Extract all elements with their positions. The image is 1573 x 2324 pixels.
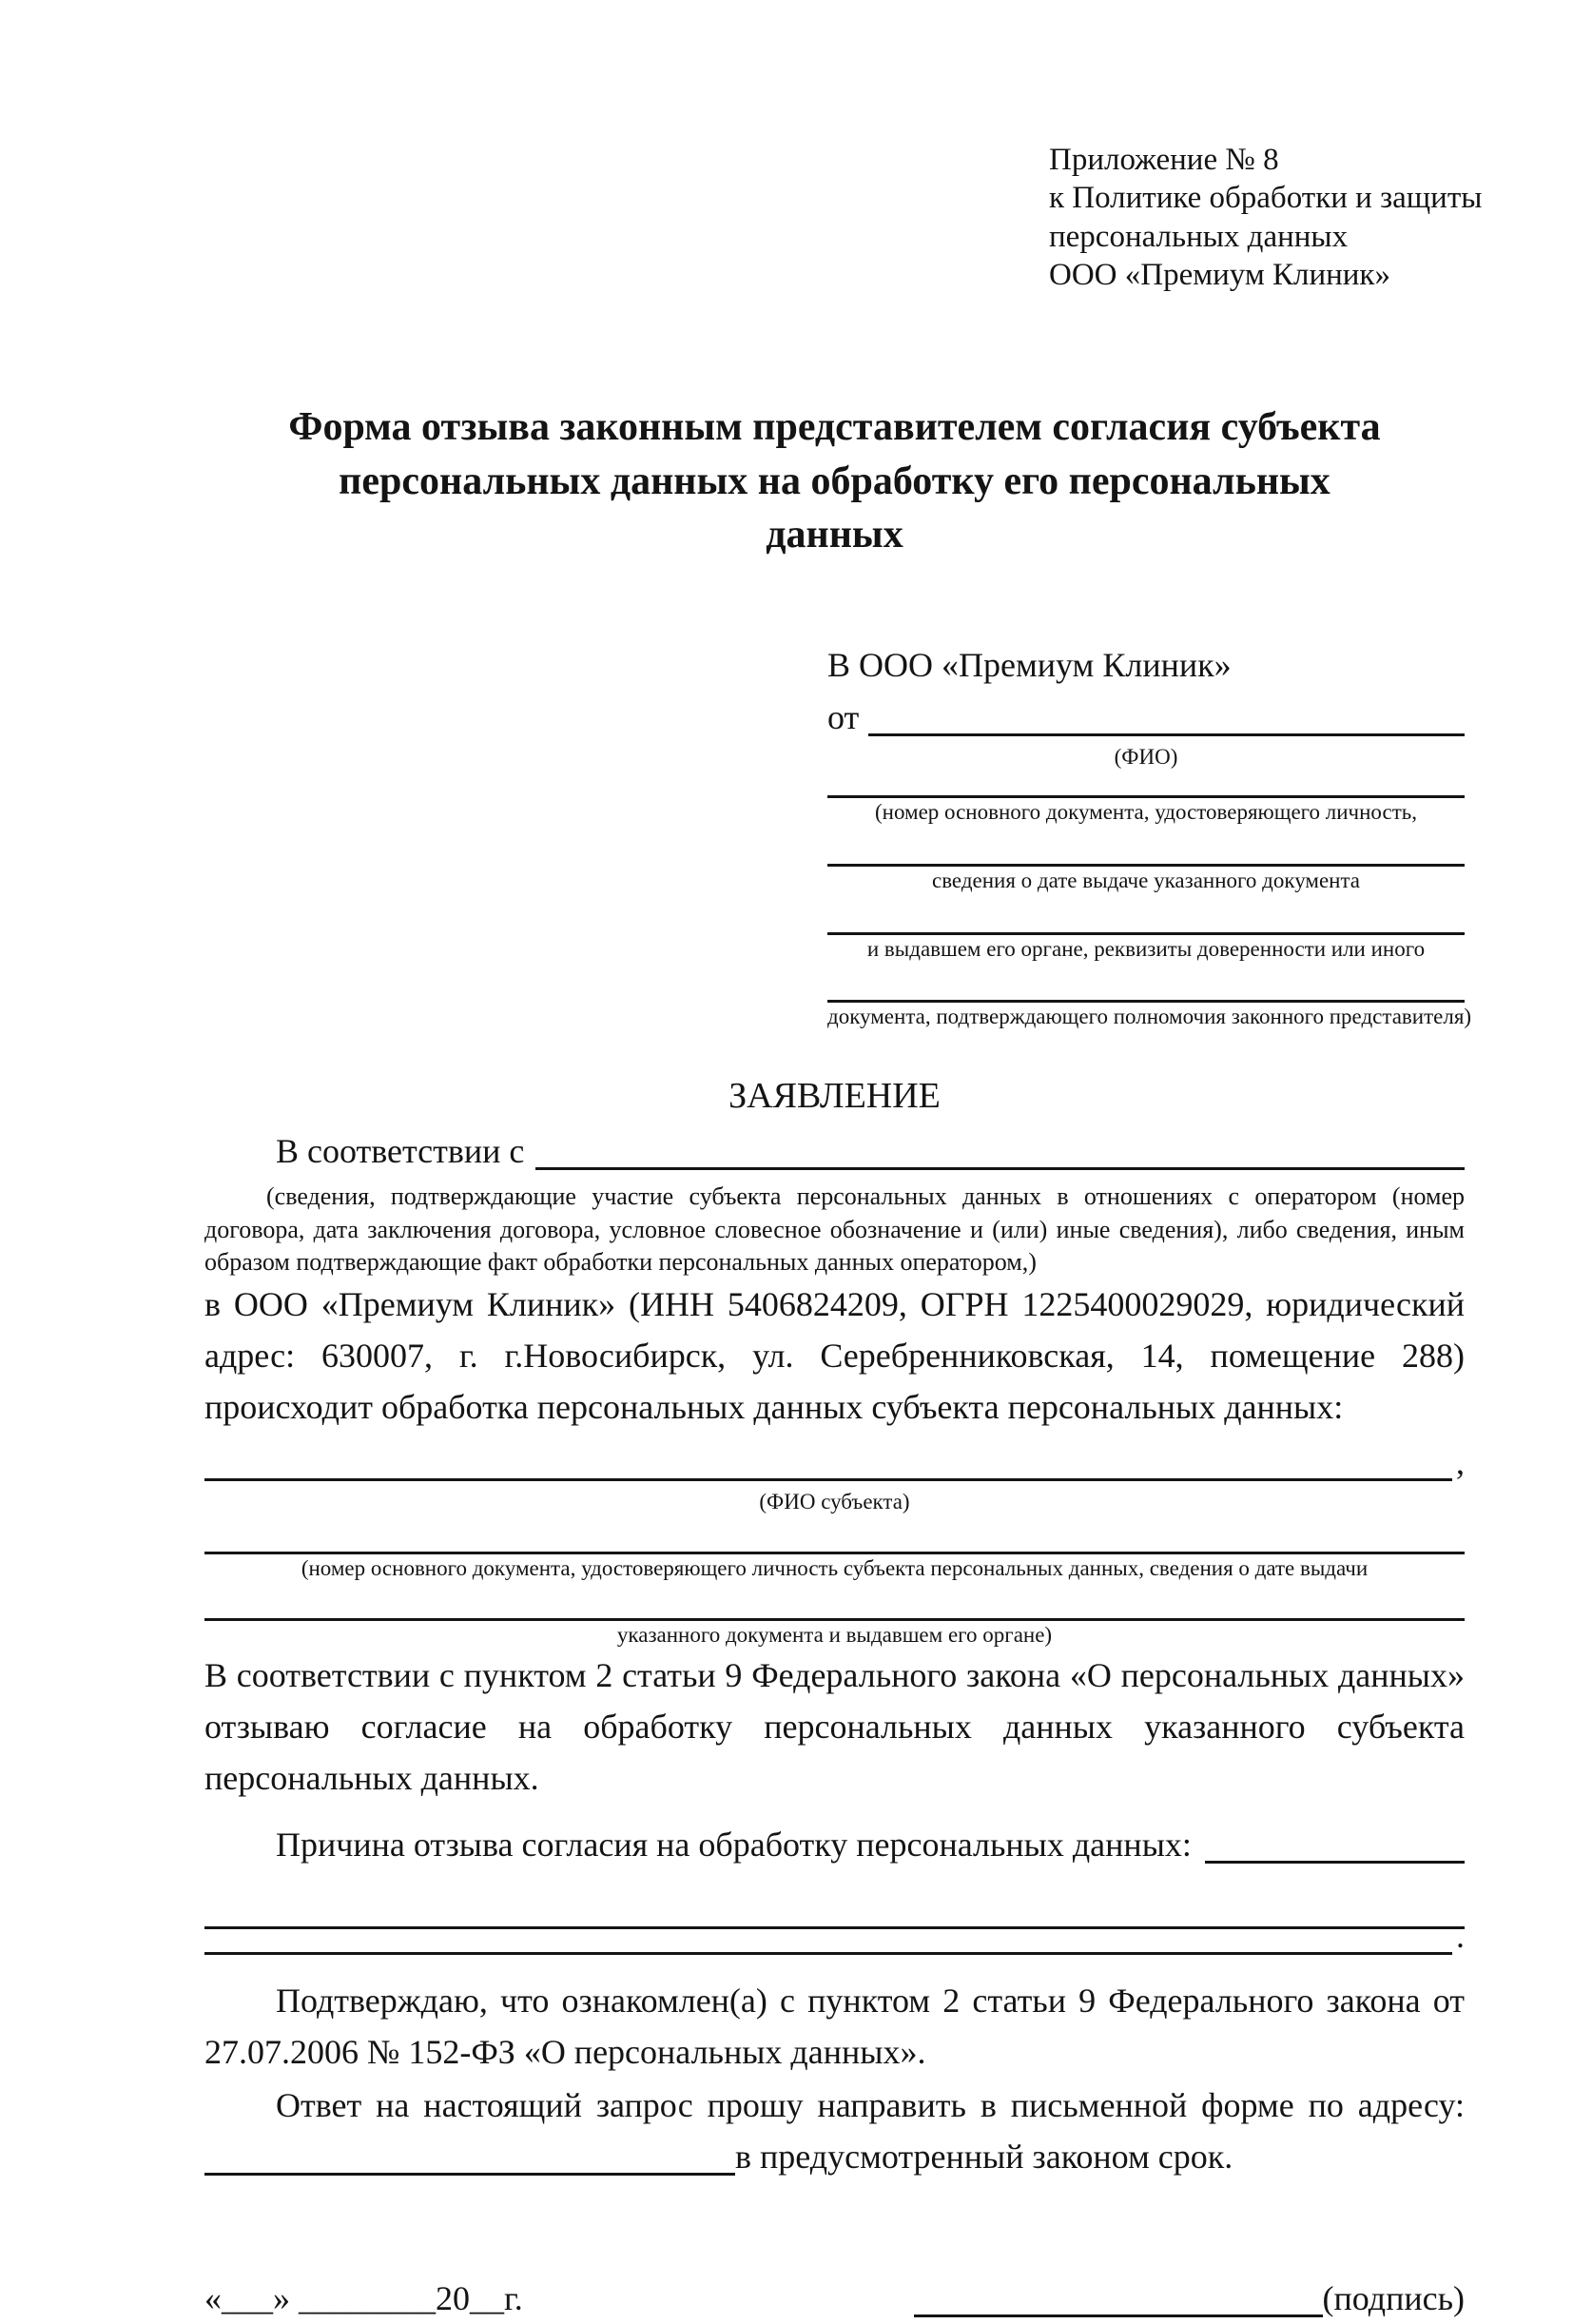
subject-doc-caption-2: указанного документа и выдавшем его органе) <box>616 1623 1053 1648</box>
reason-row <box>204 1819 1465 1870</box>
reply-intro-paragraph: Ответ на настоящий запрос прошу направить в письменной форме по адресу: <box>276 2085 1465 2124</box>
fio-blank-line <box>868 733 1465 736</box>
subject-fio-caption: (ФИО субъекта) <box>759 1490 910 1514</box>
appendix-line-1: Приложение № 8 <box>1049 143 1279 177</box>
reply-address-row <box>204 2131 1465 2182</box>
document-title: Форма отзыва законным представителем согласия субъекта персональных данных на обработку его персональных данных <box>288 405 1381 557</box>
subject-doc-blank-line-2 <box>204 1583 1465 1621</box>
fio-caption: (ФИО) <box>1114 744 1178 769</box>
doc-number-blank-line <box>827 771 1465 798</box>
footer-row <box>204 2273 1465 2324</box>
signature-caption: (подпись) <box>1322 2278 1465 2317</box>
subject-fio-row <box>204 1436 1465 1488</box>
confirm-paragraph: Подтверждаю, что ознакомлен(а) с пунктом 2 статьи 9 Федерального закона от 27.07.2006 № 152-ФЗ «О персональных данных». <box>204 1981 1465 2071</box>
date-line: «___» ________20__г. <box>204 2278 523 2317</box>
basis-blank-line <box>535 1167 1465 1170</box>
operator-paragraph: в ООО «Премиум Клиник» (ИНН 5406824209, ОГРН 1225400029029, юридический адрес: 630007, г. г.Новосибирск, ул. Серебренниковская, 14, помещение 288) происходит обработка персональных данных субъекта персональных данных: <box>204 1285 1465 1427</box>
withdraw-paragraph: В соответствии с пунктом 2 статьи 9 Федерального закона «О персональных данных» отзываю согласие на обработку персональных данных указанного субъекта персональных данных. <box>204 1655 1465 1797</box>
doc-date-caption: сведения о дате выдаче указанного документа <box>931 868 1361 892</box>
addressee-organization: В ООО «Премиум Клиник» <box>827 646 1232 685</box>
reply-tail-text: в предусмотренный законом срок. <box>735 2137 1233 2176</box>
subject-doc-caption-1: (номер основного документа, удостоверяющего личность субъекта персональных данных, сведения о дате выдачи <box>301 1556 1369 1581</box>
reason-blank-line-2 <box>204 1952 1452 1955</box>
subject-doc-blank-line-1 <box>204 1516 1465 1554</box>
doc-authority-blank-line <box>827 963 1465 1003</box>
signature-blank-line <box>914 2314 1323 2317</box>
basis-note: (сведения, подтверждающие участие субъекта персональных данных в отношениях с оператором (номер договора, дата заключения договора, условное словесное обозначение и (или) иные сведения), либо сведения, иным образом подтверждающие факт обработки персональных данных оператором,) <box>204 1182 1465 1276</box>
reason-period: . <box>1456 1916 1465 1955</box>
from-row <box>827 692 1465 743</box>
appendix-block <box>1049 141 1483 294</box>
from-label: от <box>827 697 860 736</box>
subject-fio-comma: , <box>1456 1443 1465 1482</box>
subject-fio-blank-line <box>204 1478 1452 1481</box>
reason-blank-row-2 <box>204 1916 1465 1962</box>
appendix-line-2: к Политике обработки и защиты <box>1049 181 1483 216</box>
reason-label: Причина отзыва согласия на обработку персональных данных: <box>276 1825 1192 1864</box>
statement-heading: ЗАЯВЛЕНИЕ <box>728 1076 941 1117</box>
doc-issuer-caption: и выдавшем его органе, реквизиты доверенности или иного <box>866 936 1426 961</box>
doc-date-blank-line <box>827 827 1465 867</box>
signature-area <box>914 2273 1465 2324</box>
reason-blank-line-full <box>204 1870 1465 1929</box>
reason-blank-line-short <box>1205 1861 1465 1864</box>
appendix-line-4: ООО «Премиум Клиник» <box>1049 257 1390 292</box>
appendix-line-3: персональных данных <box>1049 219 1349 254</box>
doc-issuer-blank-line <box>827 895 1465 935</box>
basis-row <box>204 1125 1465 1177</box>
doc-authority-caption: документа, подтверждающего полномочия законного представителя) <box>827 1005 1472 1029</box>
doc-number-caption: (номер основного документа, удостоверяющего личность, <box>874 799 1417 824</box>
reply-address-blank-line <box>204 2173 735 2176</box>
addressee-block <box>827 643 1472 1031</box>
basis-label: В соответствии с <box>276 1132 525 1171</box>
